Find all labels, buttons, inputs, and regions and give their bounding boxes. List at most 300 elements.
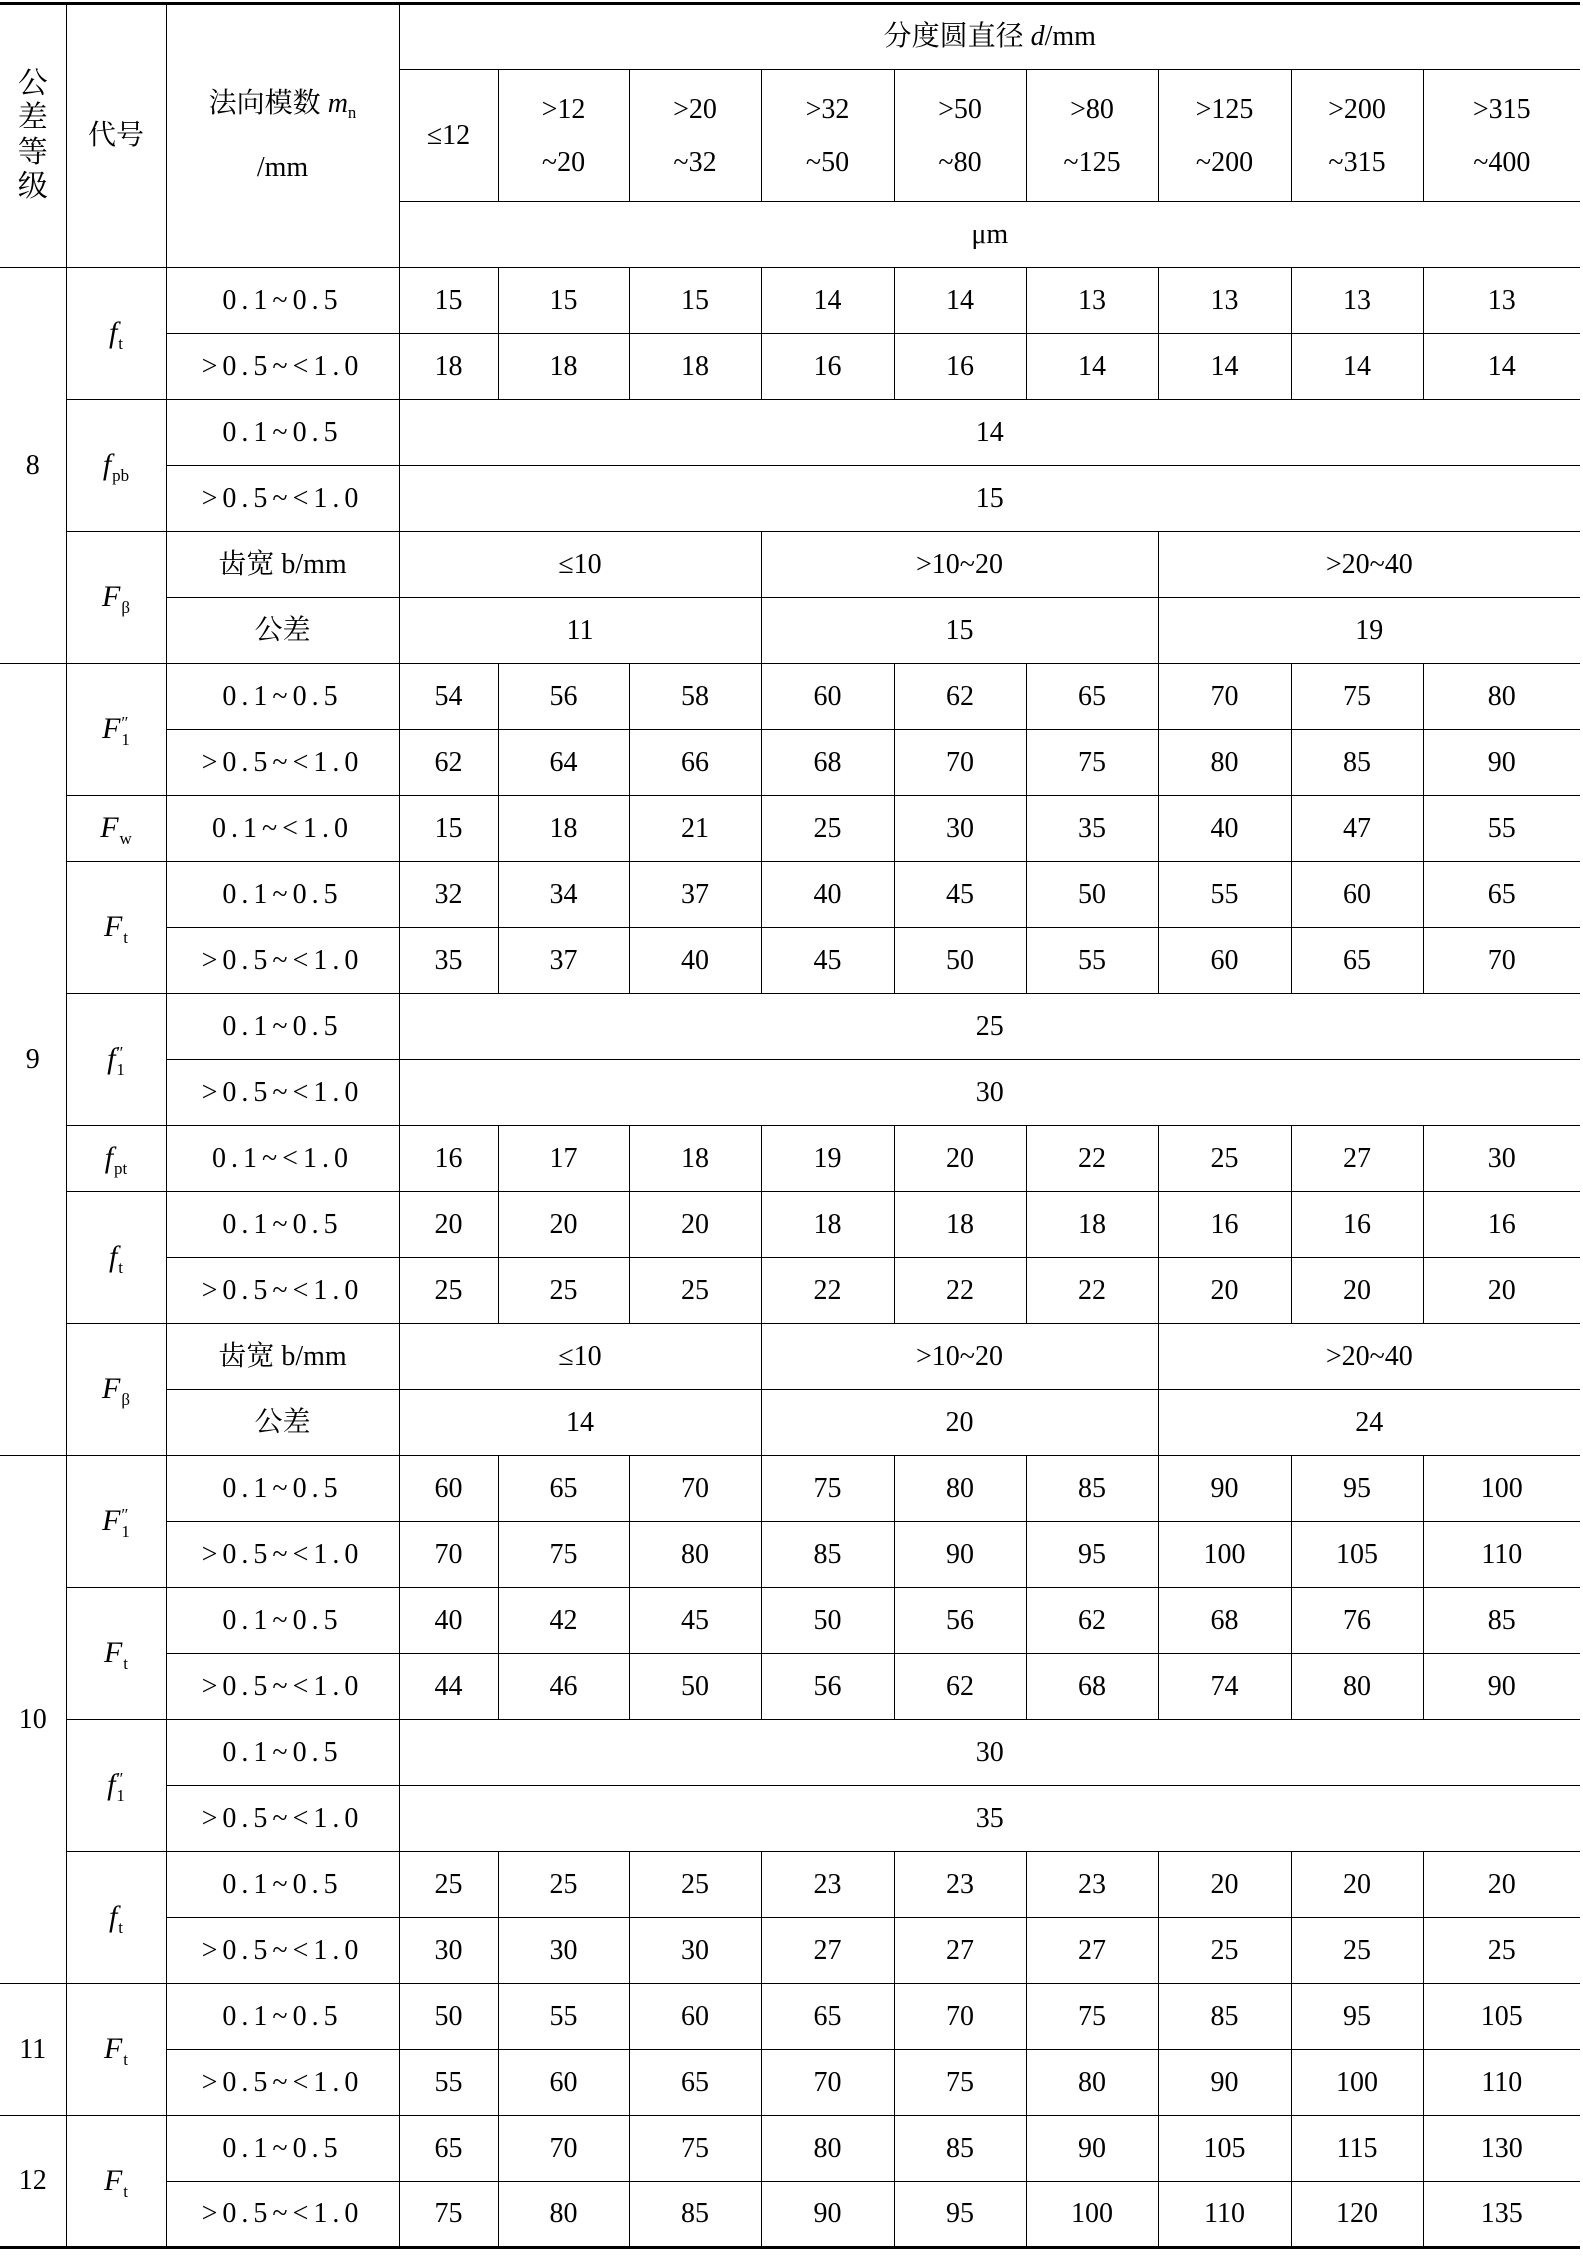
value-cell: 110 [1158, 2182, 1291, 2248]
value-cell: 16 [761, 334, 894, 400]
value-cell: 44 [399, 1654, 498, 1720]
table-row [0, 1918, 1580, 1984]
range-to: ~20 [541, 146, 586, 178]
value-cell: 56 [894, 1588, 1026, 1654]
module-cell: 0.1~0.5 [166, 2116, 399, 2182]
module-cell: 公差 [166, 1390, 399, 1456]
value-cell: 80 [498, 2182, 629, 2248]
code-scripts [123, 2051, 128, 2068]
value-cell: 30 [498, 1918, 629, 1984]
range-to: ~50 [805, 146, 850, 178]
code-symbol [102, 448, 130, 485]
range-from: >32 [805, 93, 850, 125]
module-cell: 0.1~0.5 [166, 664, 399, 730]
value-cell: 23 [1026, 1852, 1158, 1918]
header-module-line [167, 76, 399, 141]
module-cell: 0.1~0.5 [166, 1456, 399, 1522]
value-cell: 20 [1291, 1258, 1423, 1324]
value-cell: 90 [1423, 730, 1580, 796]
code-symbol [108, 1240, 124, 1277]
code-letter: f [108, 1900, 118, 1933]
value-cell: 75 [629, 2116, 761, 2182]
value-cell: 85 [894, 2116, 1026, 2182]
value-cell: 30 [629, 1918, 761, 1984]
value-cell: 14 [894, 268, 1026, 334]
value-cell: ≤10 [399, 1324, 761, 1390]
code-prime: ″ [116, 1769, 124, 1788]
code-symbol [100, 811, 132, 848]
code-cell [66, 1852, 166, 1984]
value-cell: 85 [761, 1522, 894, 1588]
module-cell: 公差 [166, 598, 399, 664]
merged-value-cell: 35 [399, 1786, 1580, 1852]
value-cell: 20 [399, 1192, 498, 1258]
module-cell: 0.1~0.5 [166, 994, 399, 1060]
table-row [0, 334, 1580, 400]
module-cell: 0.1~0.5 [166, 1588, 399, 1654]
value-cell: 90 [761, 2182, 894, 2248]
value-cell: 100 [1158, 1522, 1291, 1588]
value-cell: 80 [629, 1522, 761, 1588]
value-cell: 50 [894, 928, 1026, 994]
value-cell: 135 [1423, 2182, 1580, 2248]
value-cell: 90 [894, 1522, 1026, 1588]
range-to: ~125 [1063, 146, 1121, 178]
value-cell: 27 [761, 1918, 894, 1984]
code-subscript: t [123, 2181, 129, 2201]
grade-cell: 8 [0, 268, 66, 664]
value-cell: 70 [498, 2116, 629, 2182]
module-cell: >0.5~<1.0 [166, 334, 399, 400]
value-cell: 22 [1026, 1258, 1158, 1324]
module-cell: 齿宽 b/mm [166, 1324, 399, 1390]
header-unit [399, 202, 1580, 268]
grade-cell: 11 [0, 1984, 66, 2116]
value-cell: 74 [1158, 1654, 1291, 1720]
value-cell: 21 [629, 796, 761, 862]
code-subscript: t [118, 1258, 124, 1277]
value-cell: 80 [761, 2116, 894, 2182]
value-cell: 66 [629, 730, 761, 796]
module-cell: >0.5~<1.0 [166, 928, 399, 994]
code-cell [66, 400, 166, 532]
value-cell: 110 [1423, 1522, 1580, 1588]
module-cell: >0.5~<1.0 [166, 2182, 399, 2248]
code-scripts [121, 599, 130, 616]
value-cell: 20 [761, 1390, 1158, 1456]
table-header [0, 4, 1580, 268]
value-cell: 30 [894, 796, 1026, 862]
value-cell: 25 [498, 1852, 629, 1918]
code-cell [66, 532, 166, 664]
tolerance-table [0, 2, 1580, 2249]
value-cell: 18 [894, 1192, 1026, 1258]
value-cell: 22 [1026, 1126, 1158, 1192]
value-cell: 68 [1158, 1588, 1291, 1654]
code-letter: f [107, 1768, 116, 1801]
value-cell: 100 [1026, 2182, 1158, 2248]
value-cell: 55 [1158, 862, 1291, 928]
code-scripts [118, 1919, 123, 1936]
code-cell [66, 1720, 166, 1852]
value-cell: 22 [894, 1258, 1026, 1324]
value-cell: 16 [1158, 1192, 1291, 1258]
range-from: >80 [1070, 93, 1114, 125]
table-row [0, 1258, 1580, 1324]
module-cell: >0.5~<1.0 [166, 466, 399, 532]
value-cell: 80 [1158, 730, 1291, 796]
code-symbol [103, 2163, 129, 2201]
value-cell: 18 [399, 334, 498, 400]
code-cell [66, 2116, 166, 2248]
value-cell: 25 [761, 796, 894, 862]
value-cell: 68 [761, 730, 894, 796]
code-symbol [102, 1504, 130, 1541]
value-cell: 25 [1291, 1918, 1423, 1984]
value-cell: 50 [399, 1984, 498, 2050]
value-cell: 45 [894, 862, 1026, 928]
header-diameter [399, 4, 1580, 70]
value-cell: 18 [498, 334, 629, 400]
code-symbol [103, 1636, 129, 1673]
value-cell: 85 [1291, 730, 1423, 796]
table-row [0, 2050, 1580, 2116]
range-header [761, 70, 894, 202]
code-scripts [116, 1770, 125, 1804]
merged-value-cell: 15 [399, 466, 1580, 532]
code-letter: F [100, 811, 119, 844]
value-cell: 50 [761, 1588, 894, 1654]
code-symbol [102, 1372, 130, 1409]
table-row [0, 928, 1580, 994]
value-cell: 90 [1158, 1456, 1291, 1522]
value-cell: 25 [629, 1258, 761, 1324]
value-cell: 80 [1026, 2050, 1158, 2116]
code-symbol [107, 1042, 125, 1079]
value-cell: 95 [1291, 1456, 1423, 1522]
module-cell: >0.5~<1.0 [166, 1258, 399, 1324]
value-cell: 65 [1026, 664, 1158, 730]
code-cell [66, 796, 166, 862]
value-cell: 105 [1158, 2116, 1291, 2182]
code-subscript: pb [112, 466, 130, 485]
value-cell: 60 [761, 664, 894, 730]
code-symbol [103, 2032, 129, 2069]
value-cell: 13 [1026, 268, 1158, 334]
code-symbol [103, 910, 129, 947]
value-cell: 56 [761, 1654, 894, 1720]
code-subscript: 1 [116, 1060, 125, 1079]
value-cell: 62 [399, 730, 498, 796]
value-cell: 65 [629, 2050, 761, 2116]
code-cell [66, 862, 166, 994]
value-cell: 23 [894, 1852, 1026, 1918]
table-row [0, 862, 1580, 928]
value-cell: 95 [1026, 1522, 1158, 1588]
value-cell: 13 [1291, 268, 1423, 334]
table-row [0, 532, 1580, 598]
table-row [0, 598, 1580, 664]
table-row [0, 994, 1580, 1060]
code-subscript: w [119, 829, 132, 848]
value-cell: 27 [894, 1918, 1026, 1984]
module-cell: >0.5~<1.0 [166, 1654, 399, 1720]
table-row [0, 1654, 1580, 1720]
value-cell: 75 [761, 1456, 894, 1522]
range-from: >12 [541, 93, 586, 125]
value-cell: 35 [1026, 796, 1158, 862]
header-row [0, 4, 1580, 70]
code-cell [66, 664, 166, 796]
range-header [1423, 70, 1580, 202]
table-row [0, 730, 1580, 796]
value-cell: >20~40 [1158, 532, 1580, 598]
value-cell: 15 [629, 268, 761, 334]
code-scripts [118, 1259, 123, 1276]
value-cell: 60 [629, 1984, 761, 2050]
code-letter: F [102, 712, 121, 745]
table-row [0, 1852, 1580, 1918]
range-header [894, 70, 1026, 202]
value-cell: 55 [1423, 796, 1580, 862]
value-cell: 15 [498, 268, 629, 334]
code-scripts [120, 830, 132, 847]
module-cell: >0.5~<1.0 [166, 1786, 399, 1852]
module-cell: >0.5~<1.0 [166, 1522, 399, 1588]
grade-cell: 9 [0, 664, 66, 1456]
value-cell: 34 [498, 862, 629, 928]
value-cell: 75 [1026, 730, 1158, 796]
value-cell: 46 [498, 1654, 629, 1720]
value-cell: 24 [1158, 1390, 1580, 1456]
value-cell: 50 [1026, 862, 1158, 928]
value-cell: 70 [1423, 928, 1580, 994]
code-scripts [123, 929, 128, 946]
value-cell: 14 [1291, 334, 1423, 400]
value-cell: 25 [1423, 1918, 1580, 1984]
code-scripts [116, 1044, 125, 1078]
value-cell: 65 [761, 1984, 894, 2050]
code-scripts [112, 467, 129, 484]
value-cell: 15 [761, 598, 1158, 664]
code-cell [66, 268, 166, 400]
header-unit-label: μm [971, 218, 1009, 250]
value-cell: 60 [1291, 862, 1423, 928]
code-prime: ″ [121, 1505, 129, 1524]
code-symbol [104, 1141, 128, 1178]
module-cell: >0.5~<1.0 [166, 1918, 399, 1984]
code-letter: f [108, 1240, 118, 1273]
code-subscript: pt [114, 1159, 128, 1178]
value-cell: 60 [1158, 928, 1291, 994]
code-scripts [121, 714, 130, 748]
value-cell: 30 [399, 1918, 498, 1984]
table-row [0, 268, 1580, 334]
value-cell: 70 [894, 1984, 1026, 2050]
table-row [0, 1192, 1580, 1258]
header-code [66, 4, 166, 268]
value-cell: 95 [894, 2182, 1026, 2248]
table-row [0, 796, 1580, 862]
code-cell [66, 1456, 166, 1588]
value-cell: 14 [399, 1390, 761, 1456]
code-subscript: 1 [121, 1522, 130, 1541]
code-subscript: β [121, 598, 130, 617]
value-cell: >10~20 [761, 1324, 1158, 1390]
value-cell: 60 [498, 2050, 629, 2116]
value-cell: 18 [498, 796, 629, 862]
code-symbol [102, 712, 130, 749]
value-cell: 25 [1158, 1126, 1291, 1192]
value-cell: 65 [399, 2116, 498, 2182]
value-cell: 110 [1423, 2050, 1580, 2116]
code-prime: ″ [121, 713, 129, 732]
range-header [629, 70, 761, 202]
value-cell: 16 [894, 334, 1026, 400]
table-row [0, 1390, 1580, 1456]
code-cell [66, 1588, 166, 1720]
header-module-symbol: m [327, 87, 348, 119]
value-cell: 115 [1291, 2116, 1423, 2182]
value-cell: 11 [399, 598, 761, 664]
table-body [0, 268, 1580, 2248]
module-cell: 0.1~0.5 [166, 1192, 399, 1258]
value-cell: 68 [1026, 1654, 1158, 1720]
value-cell: 40 [399, 1588, 498, 1654]
range-to: ~32 [673, 146, 717, 178]
header-diameter-label: 分度圆直径 [883, 21, 1024, 53]
range-to: ~315 [1328, 146, 1386, 178]
code-subscript: t [123, 1654, 129, 1673]
range-header [1026, 70, 1158, 202]
value-cell: 76 [1291, 1588, 1423, 1654]
value-cell: 15 [399, 268, 498, 334]
module-cell: 0.1~0.5 [166, 268, 399, 334]
code-letter: F [103, 2032, 123, 2065]
value-cell: 70 [629, 1456, 761, 1522]
value-cell: 100 [1423, 1456, 1580, 1522]
range-to: ~200 [1195, 146, 1254, 178]
merged-value-cell: 25 [399, 994, 1580, 1060]
value-cell: 27 [1291, 1126, 1423, 1192]
grade-cell: 10 [0, 1456, 66, 1984]
value-cell: 70 [894, 730, 1026, 796]
value-cell: 55 [399, 2050, 498, 2116]
table-row [0, 466, 1580, 532]
code-letter: f [104, 1141, 114, 1174]
code-letter: F [103, 2163, 123, 2197]
value-cell: 25 [498, 1258, 629, 1324]
table-row [0, 1324, 1580, 1390]
code-letter: F [103, 910, 123, 943]
code-cell [66, 1324, 166, 1456]
value-cell: 90 [1158, 2050, 1291, 2116]
value-cell: 60 [399, 1456, 498, 1522]
header-module-label: 法向模数 [208, 87, 321, 119]
module-cell: >0.5~<1.0 [166, 1060, 399, 1126]
value-cell: 20 [1158, 1258, 1291, 1324]
value-cell: 75 [399, 2182, 498, 2248]
value-cell: 45 [761, 928, 894, 994]
value-cell: >20~40 [1158, 1324, 1580, 1390]
value-cell: 105 [1291, 1522, 1423, 1588]
value-cell: 25 [399, 1852, 498, 1918]
value-cell: 16 [399, 1126, 498, 1192]
value-cell: 45 [629, 1588, 761, 1654]
table-row [0, 664, 1580, 730]
code-scripts [121, 1506, 130, 1540]
value-cell: 14 [761, 268, 894, 334]
value-cell: 75 [894, 2050, 1026, 2116]
module-cell: 0.1~0.5 [166, 1852, 399, 1918]
value-cell: 25 [399, 1258, 498, 1324]
range-header [1158, 70, 1291, 202]
table-row [0, 1456, 1580, 1522]
module-cell: >0.5~<1.0 [166, 2050, 399, 2116]
value-cell: ≤10 [399, 532, 761, 598]
range-header [1291, 70, 1423, 202]
code-scripts [123, 1655, 128, 1672]
merged-value-cell: 30 [399, 1060, 1580, 1126]
code-letter: f [102, 448, 112, 481]
value-cell: 30 [1423, 1126, 1580, 1192]
header-module [166, 4, 399, 268]
code-prime: ″ [116, 1043, 124, 1062]
code-cell [66, 1126, 166, 1192]
range-header [498, 70, 629, 202]
value-cell: 20 [1291, 1852, 1423, 1918]
table-row [0, 1786, 1580, 1852]
module-cell: >0.5~<1.0 [166, 730, 399, 796]
value-cell: 130 [1423, 2116, 1580, 2182]
code-symbol [108, 316, 124, 353]
value-cell: 18 [629, 1126, 761, 1192]
value-cell: 100 [1291, 2050, 1423, 2116]
value-cell: 20 [498, 1192, 629, 1258]
header-grade-label: 公差等级 [17, 66, 48, 204]
code-letter: F [102, 1504, 121, 1537]
range-from: >50 [938, 93, 982, 125]
table-row [0, 1060, 1580, 1126]
header-grade [0, 4, 66, 268]
value-cell: 75 [1026, 1984, 1158, 2050]
code-subscript: t [118, 334, 124, 353]
merged-value-cell: 14 [399, 400, 1580, 466]
value-cell: 20 [629, 1192, 761, 1258]
value-cell: 65 [1423, 862, 1580, 928]
value-cell: 13 [1423, 268, 1580, 334]
table-row [0, 1522, 1580, 1588]
value-cell: 85 [1423, 1588, 1580, 1654]
value-cell: 54 [399, 664, 498, 730]
value-cell: 35 [399, 928, 498, 994]
module-cell: 0.1~<1.0 [166, 1126, 399, 1192]
value-cell: 18 [1026, 1192, 1158, 1258]
value-cell: 56 [498, 664, 629, 730]
code-subscript: 1 [116, 1786, 125, 1805]
value-cell: 40 [1158, 796, 1291, 862]
value-cell: 65 [1291, 928, 1423, 994]
value-cell: 23 [761, 1852, 894, 1918]
value-cell: 25 [1158, 1918, 1291, 1984]
value-cell: 90 [1423, 1654, 1580, 1720]
value-cell: 120 [1291, 2182, 1423, 2248]
value-cell: 32 [399, 862, 498, 928]
table-row [0, 1984, 1580, 2050]
value-cell: >10~20 [761, 532, 1158, 598]
header-module-unit: /mm [256, 152, 309, 184]
range-from: ≤12 [426, 120, 471, 151]
